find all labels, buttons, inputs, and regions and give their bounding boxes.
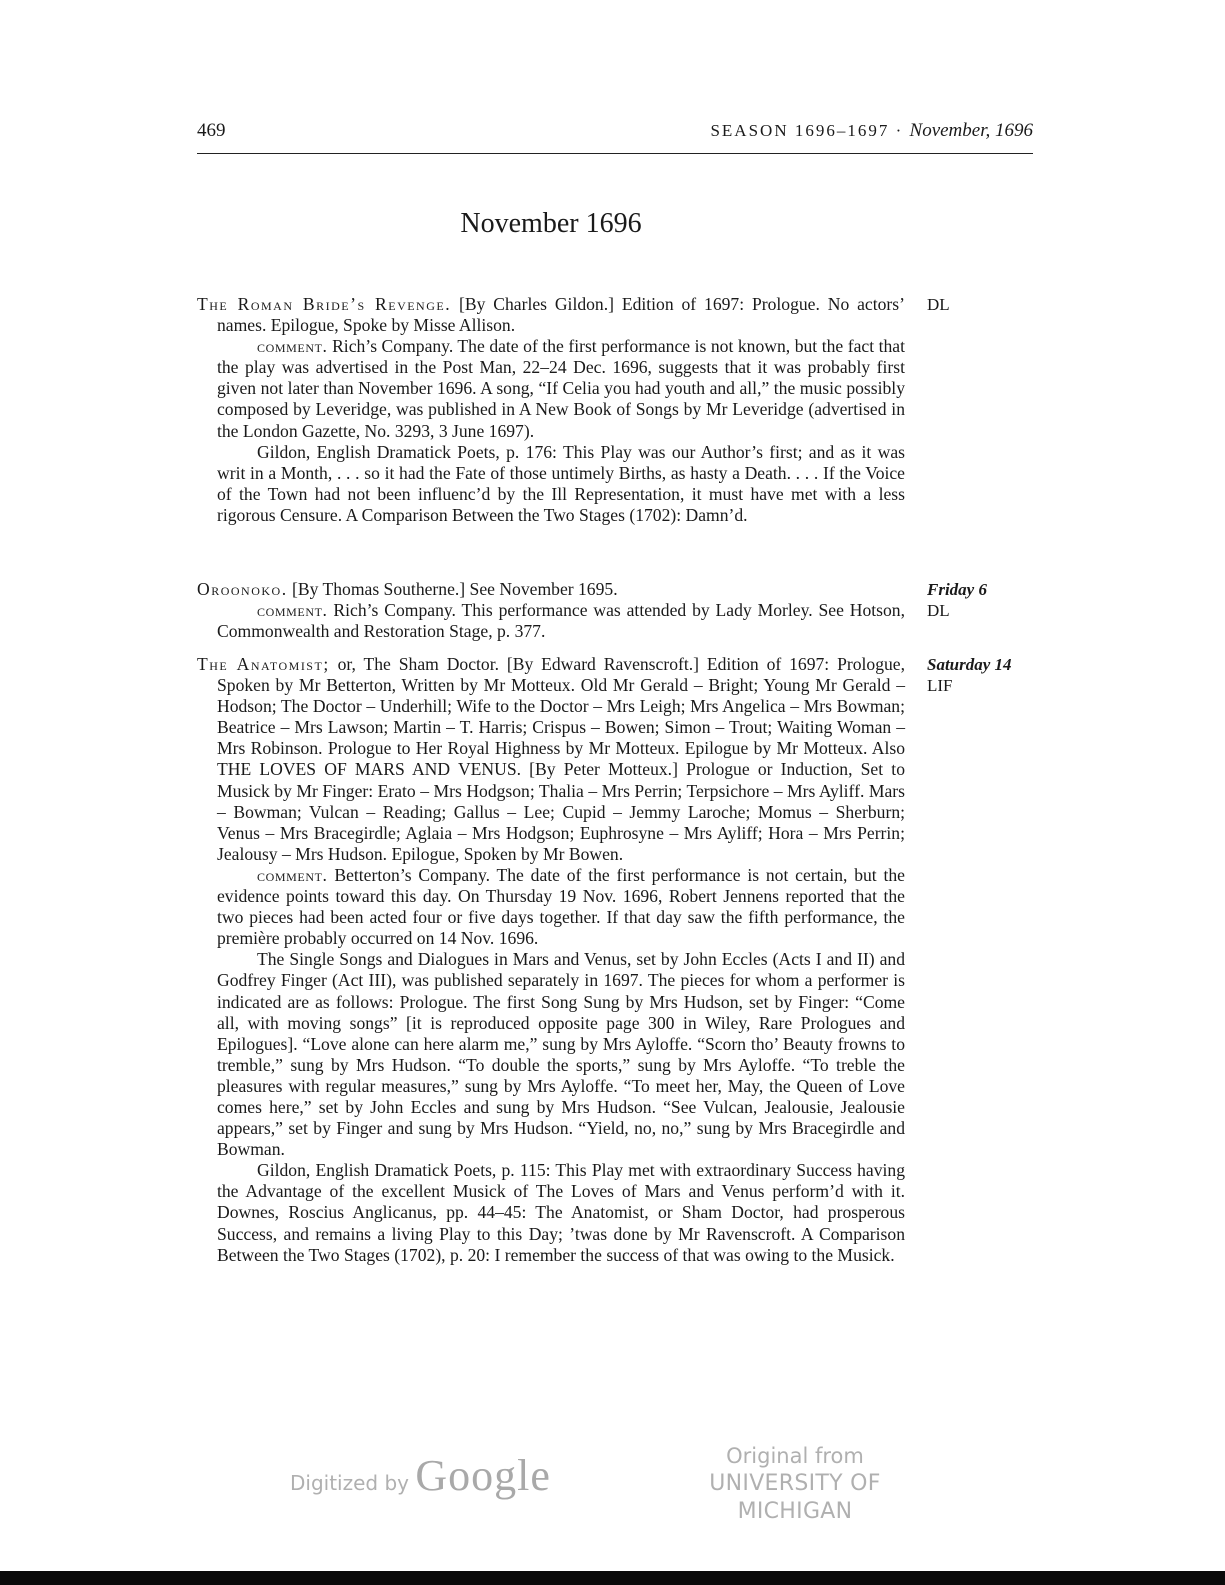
original-from-label: Original from — [726, 1444, 864, 1468]
running-head-season — [710, 120, 1033, 142]
play-title: The Roman Bride’s Revenge. — [197, 294, 452, 314]
bottom-edge-bar — [0, 1571, 1225, 1585]
digitized-prefix: Digitized by — [290, 1471, 409, 1495]
page-number: 469 — [197, 120, 226, 141]
digitized-by-watermark — [290, 1450, 551, 1501]
entry-cast: or, The Sham Doctor. [By Edward Ravenscroft.] Edition of 1697: Prologue, Spoken by Mr Betterton, Written by Mr Motteux. Old Mr Gerald – Bright; Young Mr Gerald – Hodson; The Doctor – Underhill; Wife to the Doctor – Mrs Leigh; Mrs Angelica – Mrs Bowman; Beatrice – Mrs Lawson; Martin – T. Harris; Crispus – Bowen; Simon – Trout; Waiting Woman – Mrs Robinson. Prologue to Her Royal Highness by Mr Motteux. Epilogue by Mr Motteux. Also THE LOVES OF MARS AND VENUS. [By Peter Motteux.] Prologue or Induction, Set to Musick by Mr Finger: Erato – Mrs Hodgson; Thalia – Mrs Perrin; Terpsichore – Mrs Ayliff. Mars – Bowman; Vulcan – Reading; Gallus – Lee; Cupid – Jemmy Laroche; Momus – Sherburn; Venus – Mrs Bracegirdle; Aglaia – Mrs Hodgson; Euphrosyne – Mrs Ayliff; Hora – Mrs Perrin; Jealousy – Mrs Hudson. Epilogue, Spoken by Mr Bowen. — [217, 654, 905, 864]
running-head — [197, 120, 1033, 142]
comment-label: comment. — [257, 864, 328, 885]
entry-comment — [197, 865, 905, 949]
comment-label: comment. — [257, 336, 328, 357]
margin-day: Saturday 14 — [927, 655, 1012, 674]
margin-theatre: DL — [927, 295, 950, 314]
entry-roman-brides-revenge — [197, 294, 905, 526]
entry-oroonoko — [197, 579, 905, 642]
entry-note — [197, 442, 905, 526]
comment-label: comment. — [257, 600, 328, 621]
comment-text: Betterton’s Company. The date of the first performance is not certain, but the evidence points toward this day. On Thursday 19 Nov. 1696, Robert Jennens reported that the two pieces had been acted four or five days together. If that day saw the fifth performance, the première probably occurred on 14 Nov. 1696. — [217, 864, 905, 949]
entry-comment — [197, 600, 905, 642]
entry-comment — [197, 336, 905, 441]
header-rule — [197, 153, 1033, 154]
note-paragraph: Gildon, English Dramatick Poets, p. 176: This Play was our Author’s first; and as it was writ in a Month, . . . so it had the Fate of those untimely Births, as hasty a Death. . . . If the Voice of the Town had not been influenc’d by the Ill Representation, it must have met with a less rigorous Censure. A Comparison Between the Two Stages (1702): Damn’d. — [217, 441, 905, 525]
original-from-watermark — [670, 1442, 920, 1526]
month-title: November 1696 — [460, 208, 642, 239]
comment-text: Rich’s Company. The date of the first performance is not known, but the fact that the play was advertised in the Post Man, 22–24 Dec. 1696, suggests that it was probably first given not later than November 1696. A song, “If Celia you had youth and all,” the music possibly composed by Leveridge, was published in A New Book of Songs by Mr Leveridge (advertised in the London Gazette, No. 3293, 3 June 1697). — [217, 336, 905, 441]
margin-day: Friday 6 — [927, 580, 987, 599]
comment-text: Rich’s Company. This performance was attended by Lady Morley. See Hotson, Commonwealth and Restoration Stage, p. 377. — [217, 600, 905, 642]
university-name: UNIVERSITY OF MICHIGAN — [709, 1471, 881, 1524]
margin-entry-2 — [927, 579, 987, 621]
google-logo: Google — [415, 1451, 551, 1500]
note-paragraph: The Single Songs and Dialogues in Mars and Venus, set by John Eccles (Acts I and II) and Godfrey Finger (Act III), was published separately in 1697. The pieces for whom a performer is indicated are as follows: Prologue. The first Song Sung by Mrs Hudson, set by Finger: “Come all, with moving songs” [it is reproduced opposite page 300 in Wiley, Rare Prologues and Epilogues]. “Love alone can here alarm me,” sung by Mrs Ayloffe. “Scorn tho’ Beauty frowns to tremble,” sung by Mrs Hudson. “To double the sports,” sung by Mrs Ayloffe. “To treble the pleasures with regular measures,” sung by Mrs Ayloffe. “To meet her, May, the Queen of Love comes here,” set by John Eccles and sung by Mrs Hudson. “See Vulcan, Jealousie, Jealousie appears,” set by Finger and sung by Mrs Hudson. “Yield, no, no,” sung by Mrs Bracegirdle and Bowman. — [217, 949, 905, 1160]
season-label: SEASON 1696–1697 · — [710, 121, 904, 140]
play-title: Oroonoko. — [197, 579, 288, 599]
margin-entry-1 — [927, 294, 950, 315]
entry-cast: [By Charles Gildon.] Edition of 1697: Prologue. No actors’ names. Epilogue, Spoke by Misse Allison. — [217, 294, 905, 336]
entry-anatomist — [197, 654, 905, 1266]
note-paragraph: Gildon, English Dramatick Poets, p. 115: This Play met with extraordinary Success having the Advantage of the excellent Musick of The Loves of Mars and Venus perform’d with it. Downes, Roscius Anglicanus, pp. 44–45: The Anatomist, or Sham Doctor, had prosperous Success, and remains a living Play to this Day; ’twas done by Mr Ravenscroft. A Comparison Between the Two Stages (1702), p. 20: I remember the success of that was owing to the Musick. — [217, 1160, 905, 1265]
entry-heading — [197, 654, 905, 865]
margin-theatre: DL — [927, 601, 950, 621]
entry-heading — [197, 579, 905, 600]
entry-note — [197, 949, 905, 1265]
play-title: The Anatomist; — [197, 654, 330, 674]
margin-entry-3 — [927, 654, 1012, 696]
running-head-date: November, 1696 — [909, 120, 1033, 141]
margin-theatre: LIF — [927, 676, 953, 696]
entry-cast: [By Thomas Southerne.] See November 1695. — [287, 579, 618, 599]
entry-heading — [197, 294, 905, 336]
